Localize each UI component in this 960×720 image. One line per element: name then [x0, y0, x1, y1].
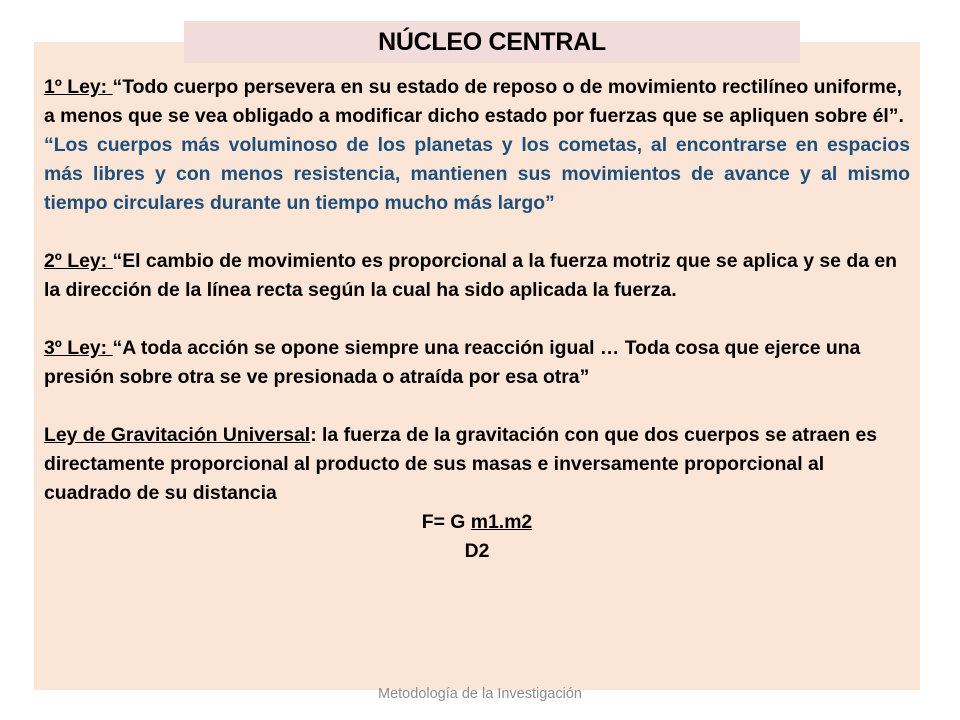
gravitation-law-text: : la fuerza de la gravitación con que dos cuerpos se atraen es directamente proporcional al producto de sus masas e inversamente proporcional al cuadrado de su distancia	[44, 424, 878, 504]
second-law	[44, 247, 910, 305]
second-law-label: 2º Ley:	[44, 250, 113, 272]
slide-content	[44, 73, 910, 566]
gravitation-formula	[44, 508, 910, 537]
formula-prefix: F= G	[421, 511, 471, 533]
third-law-text: “A toda acción se opone siempre una reacción igual … Toda cosa que ejerce una presión sobre otra se ve presionada o atraída por esa otra”	[44, 337, 861, 388]
first-law	[44, 73, 910, 131]
second-law-text: “El cambio de movimiento es proporcional a la fuerza motriz que se aplica y se da en la dirección de la línea recta según la cual ha sido aplicada la fuerza.	[44, 250, 897, 301]
first-law-label: 1º Ley:	[44, 76, 113, 98]
formula-numerator: m1.m2	[470, 511, 533, 533]
gravitation-law-label: Ley de Gravitación Universal	[44, 424, 311, 446]
third-law-label: 3º Ley:	[44, 337, 113, 359]
footer-text: Metodología de la Investigación	[378, 686, 582, 702]
formula-denominator: D2	[464, 540, 490, 562]
first-law-quote: “Los cuerpos más voluminoso de los planetas y los cometas, al encontrarse en espacios más libres y con menos resistencia, mantienen sus movimientos de avance y al mismo tiempo circulares durante un tiempo mucho más largo”	[44, 134, 910, 214]
third-law	[44, 334, 910, 392]
slide-title: NÚCLEO CENTRAL	[378, 27, 606, 56]
gravitation-law	[44, 421, 910, 508]
title-bar	[184, 21, 800, 63]
first-law-text: “Todo cuerpo persevera en su estado de reposo o de movimiento rectilíneo uniforme, a menos que se vea obligado a modificar dicho estado por fuerzas que se apliquen sobre él”.	[44, 76, 904, 127]
